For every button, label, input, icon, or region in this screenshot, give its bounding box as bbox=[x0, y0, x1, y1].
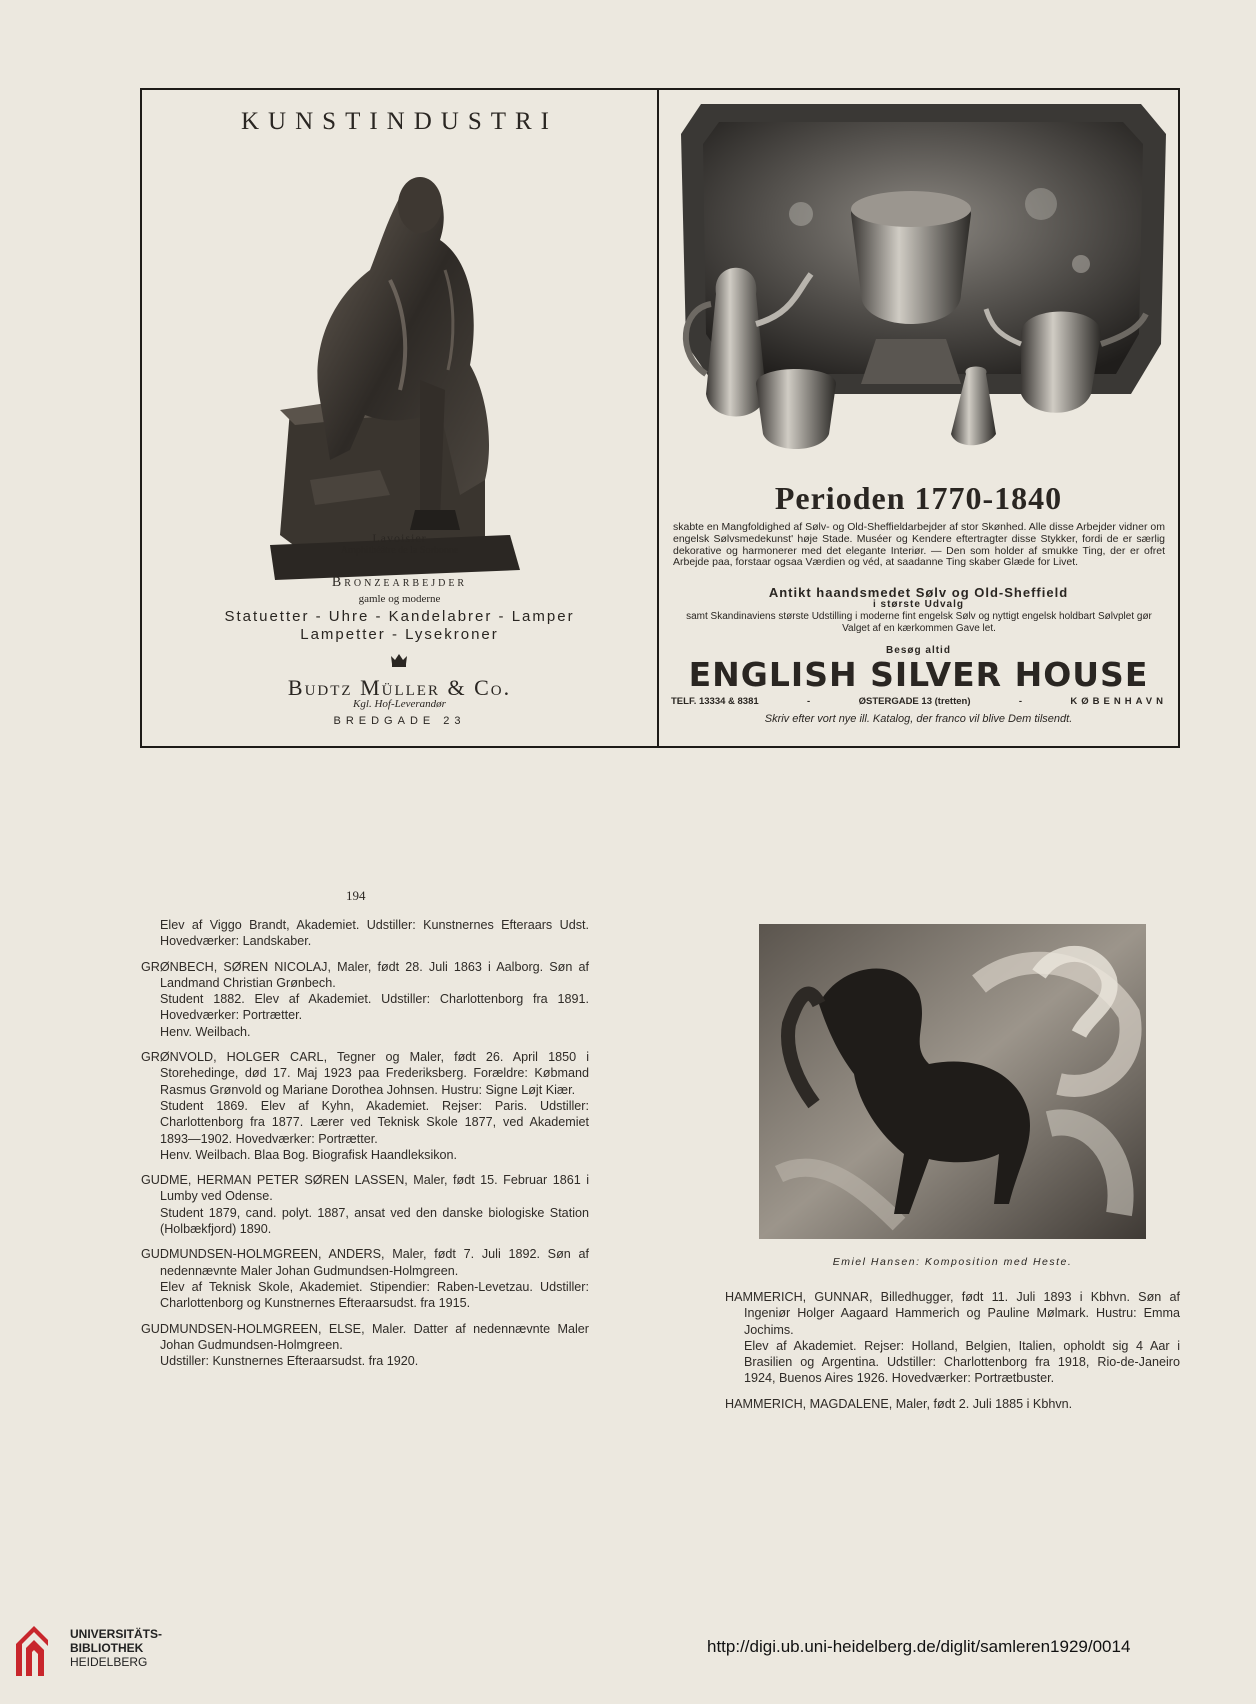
biography-entry: HAMMERICH, MAGDALENE, Maler, født 2. Juli 1885 i Kbhvn. bbox=[725, 1396, 1073, 1411]
lavoisier-statue-image bbox=[270, 150, 520, 595]
advert-separator: - bbox=[1018, 696, 1023, 707]
biography-entry: GUDMUNDSEN-HOLMGREEN, ELSE, Maler. Datter af nedennævnte Maler Johan Gudmundsen-Holmgreen. bbox=[141, 1321, 589, 1352]
library-name-line3: HEIDELBERG bbox=[70, 1655, 148, 1669]
advert-visit: Besøg altid bbox=[886, 645, 951, 656]
product-list-line2: Lampetter - Lysekroner bbox=[300, 626, 499, 643]
biography-paragraph: Udstiller: Kunstnernes Efteraarsudst. fra 1920. bbox=[160, 1354, 419, 1369]
biography-entry: GUDMUNDSEN-HOLMGREEN, ANDERS, Maler, født 7. Juli 1892. Søn af nedennævnte Maler Johan Gudmundsen-Holmgreen. bbox=[141, 1247, 589, 1278]
library-name-line1: UNIVERSITÄTS- bbox=[70, 1627, 163, 1641]
biography-entry: GRØNVOLD, HOLGER CARL, Tegner og Maler, født 26. April 1850 i Storehedinge, død 17. Maj 1923 paa Frederiksberg. Forældre: Købmand Rasmus Grønvold og Mariane Dorothea Johnsen. Hustru: Signe Løjt Kiær. bbox=[141, 1050, 589, 1097]
biography-paragraph: Student 1882. Elev af Akademiet. Udstiller: Charlottenborg fra 1891. Hovedværker: Portrætter. bbox=[160, 992, 589, 1023]
advert-contact-line bbox=[671, 696, 1167, 707]
company-address: BREDGADE 23 bbox=[333, 715, 466, 727]
english-silver-house-advert bbox=[659, 90, 1178, 746]
advert-offer-sub: i største Udvalg bbox=[872, 599, 965, 610]
advert-company-name: ENGLISH SILVER HOUSE bbox=[688, 655, 1149, 694]
horses-painting-image bbox=[759, 924, 1146, 1239]
advert-title: KUNSTINDUSTRI bbox=[241, 108, 558, 135]
library-name bbox=[70, 1627, 162, 1669]
painting-caption: Emiel Hansen: Komposition med Heste. bbox=[832, 1256, 1073, 1268]
product-list-line1: Statuetter - Uhre - Kandelabrer - Lamper bbox=[224, 608, 575, 625]
horses-painting-illustration bbox=[759, 924, 1146, 1239]
biography-paragraph: Student 1879, cand. polyt. 1887, ansat ved den danske biologiske Station (Holbækfjord) 1890. bbox=[160, 1205, 589, 1237]
biography-paragraph: Elev af Viggo Brandt, Akademiet. Udstiller: Kunstnernes Efteraars Udst. Hovedværker: Landskaber. bbox=[160, 918, 589, 949]
bronze-subheading: gamle og moderne bbox=[358, 593, 441, 605]
biography-entry: HAMMERICH, GUNNAR, Billedhugger, født 11. Juli 1893 i Kbhvn. Søn af Ingeniør Holger Aagaard Hammerich og Pauline Mølmark. Hustru: Emma Jochims. bbox=[725, 1290, 1180, 1337]
advert-body-text: skabte en Mangfoldighed af Sølv- og Old-Sheffieldarbejder af stor Skønhed. Alle disse Arbejder vidner om engelsk Sølvsmedekunst' høje Stade. Muséer og Kendere eftertragter disse Stykker, fordi de er særlig dekorative og harmonerer med det elegante Interiør. — Den som holder af smukke Ting, der er ofret Arbejde paa, forstaar ogsaa Værdien og véd, at saadanne Ting skaber Glæde for Livet. bbox=[673, 521, 1165, 569]
biography-paragraph: Student 1869. Elev af Kyhn, Akademiet. Rejser: Paris. Udstiller: Charlottenborg fra 1877. Lærer ved Teknisk Skole 1877, ved Akademiet 1893—1902. Hovedværker: Portrætter. bbox=[160, 1098, 589, 1146]
library-logo-icon bbox=[14, 1624, 50, 1678]
company-name: Budtz Müller & Co. bbox=[287, 675, 512, 700]
statue-subcaption: Amphithéâtre de la Sorbonne bbox=[340, 545, 459, 556]
advert-offer: Antikt haandsmedet Sølv og Old-Sheffield bbox=[768, 585, 1069, 600]
purveyor-title: Kgl. Hof-Leverandør bbox=[353, 698, 446, 710]
advert-exhibition-text: samt Skandinaviens største Udstilling i moderne fint engelsk Sølv og nyttigt engelsk holdbart Sølvplet gør Valget af en kærkommen Gave let. bbox=[686, 611, 1152, 634]
bronze-heading: Bronzearbejder bbox=[331, 575, 468, 590]
budtz-muller-advert bbox=[142, 90, 657, 746]
advert-headline: Perioden 1770-1840 bbox=[774, 480, 1063, 516]
biography-paragraph: Elev af Teknisk Skole, Akademiet. Stipendier: Raben-Levetzau. Udstiller: Charlottenborg og Kunstnernes Efteraarsudst. fra 1915. bbox=[160, 1279, 589, 1311]
silver-tea-service-image bbox=[661, 94, 1177, 474]
royal-crown-icon bbox=[390, 652, 408, 668]
right-text-column bbox=[725, 1289, 1180, 1412]
biography-paragraph: Henv. Weilbach. Blaa Bog. Biografisk Haandleksikon. bbox=[160, 1147, 458, 1162]
advert-city: KØBENHAVN bbox=[1070, 696, 1167, 707]
page-number: 194 bbox=[346, 888, 366, 903]
biography-entry: GRØNBECH, SØREN NICOLAJ, Maler, født 28. Juli 1863 i Aalborg. Søn af Landmand Christian Grønbech. bbox=[141, 959, 589, 990]
biography-paragraph: Elev af Akademiet. Rejser: Holland, Belgien, Italien, opholdt sig 4 Aar i Brasilien og Argentina. Udstiller: Charlottenborg fra 1918, Rio-de-Janeiro 1924, Buenos Aires 1926. Hovedværker: Portrætbuster. bbox=[744, 1338, 1180, 1386]
advert-street: ØSTERGADE 13 (tretten) bbox=[858, 696, 971, 707]
advert-catalog-note: Skriv efter vort nye ill. Katalog, der franco vil blive Dem tilsendt. bbox=[764, 713, 1073, 725]
source-url-link[interactable]: http://digi.ub.uni-heidelberg.de/diglit/samleren1929/0014 bbox=[707, 1637, 1131, 1656]
advert-separator: - bbox=[807, 696, 811, 707]
biography-entry: GUDME, HERMAN PETER SØREN LASSEN, Maler, født 15. Februar 1861 i Lumby ved Odense. bbox=[141, 1173, 589, 1204]
left-text-column bbox=[141, 917, 589, 1369]
statue-caption: Lavoisier bbox=[372, 531, 427, 545]
library-name-line2: BIBLIOTHEK bbox=[70, 1641, 144, 1655]
biography-paragraph: Henv. Weilbach. bbox=[160, 1024, 251, 1039]
advert-telephone: TELF. 13334 & 8381 bbox=[671, 696, 759, 707]
